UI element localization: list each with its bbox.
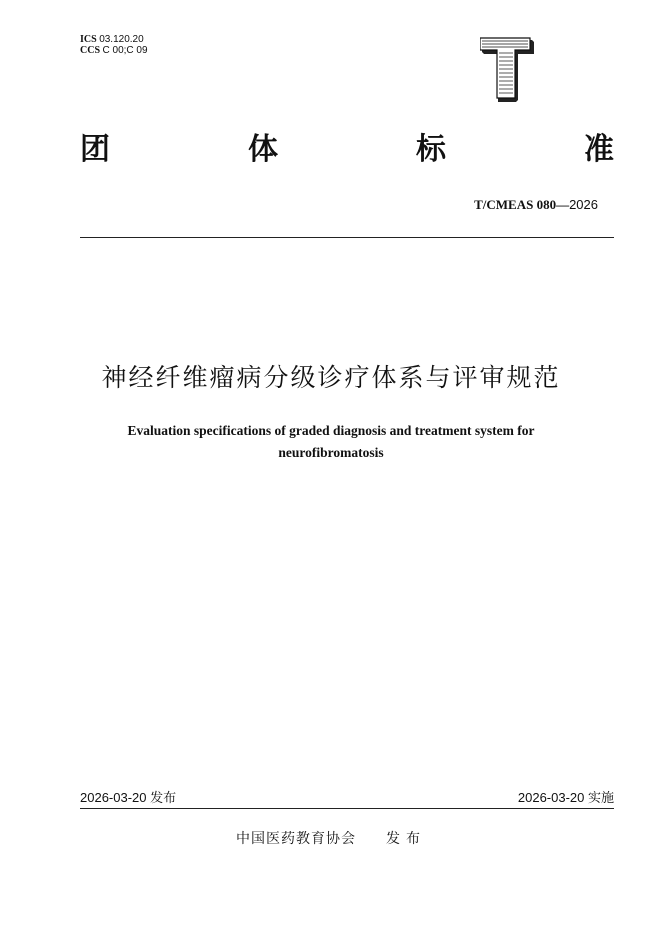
standard-code: T/CMEAS 080 xyxy=(474,197,557,212)
publisher-action: 发布 xyxy=(386,831,426,847)
implementation-date: 2026-03-20 实施 xyxy=(517,790,614,805)
ccs-value: C 00;C 09 xyxy=(102,45,148,56)
standard-number xyxy=(474,197,598,213)
title-english-line-1: Evaluation specifications of graded diagnosis and treatment system for xyxy=(127,423,535,438)
ics-label: ICS xyxy=(80,34,97,45)
title-english xyxy=(100,420,562,464)
footer-divider xyxy=(80,808,614,809)
standard-type-char: 体 xyxy=(248,132,278,167)
standard-type-heading xyxy=(80,130,614,170)
ics-value: 03.120.20 xyxy=(99,34,144,45)
issue-date: 2026-03-20 发布 xyxy=(80,790,177,805)
publisher-organization: 中国医药教育协会 xyxy=(236,831,356,847)
standard-year: 2026 xyxy=(569,197,598,212)
ics-code xyxy=(80,34,144,45)
ccs-label: CCS xyxy=(80,45,101,56)
title-chinese: 神经纤维瘤病分级诊疗体系与评审规范 xyxy=(101,363,561,392)
standard-type-char: 准 xyxy=(584,132,614,167)
title-english-line-2: neurofibromatosis xyxy=(278,445,384,460)
standard-type-char: 标 xyxy=(416,132,446,167)
standard-type-char: 团 xyxy=(80,132,110,167)
header-divider xyxy=(80,237,614,238)
standard-t-logo-icon xyxy=(480,36,536,104)
ccs-code xyxy=(80,45,148,56)
standard-dash: — xyxy=(556,197,570,212)
publisher xyxy=(0,828,662,848)
